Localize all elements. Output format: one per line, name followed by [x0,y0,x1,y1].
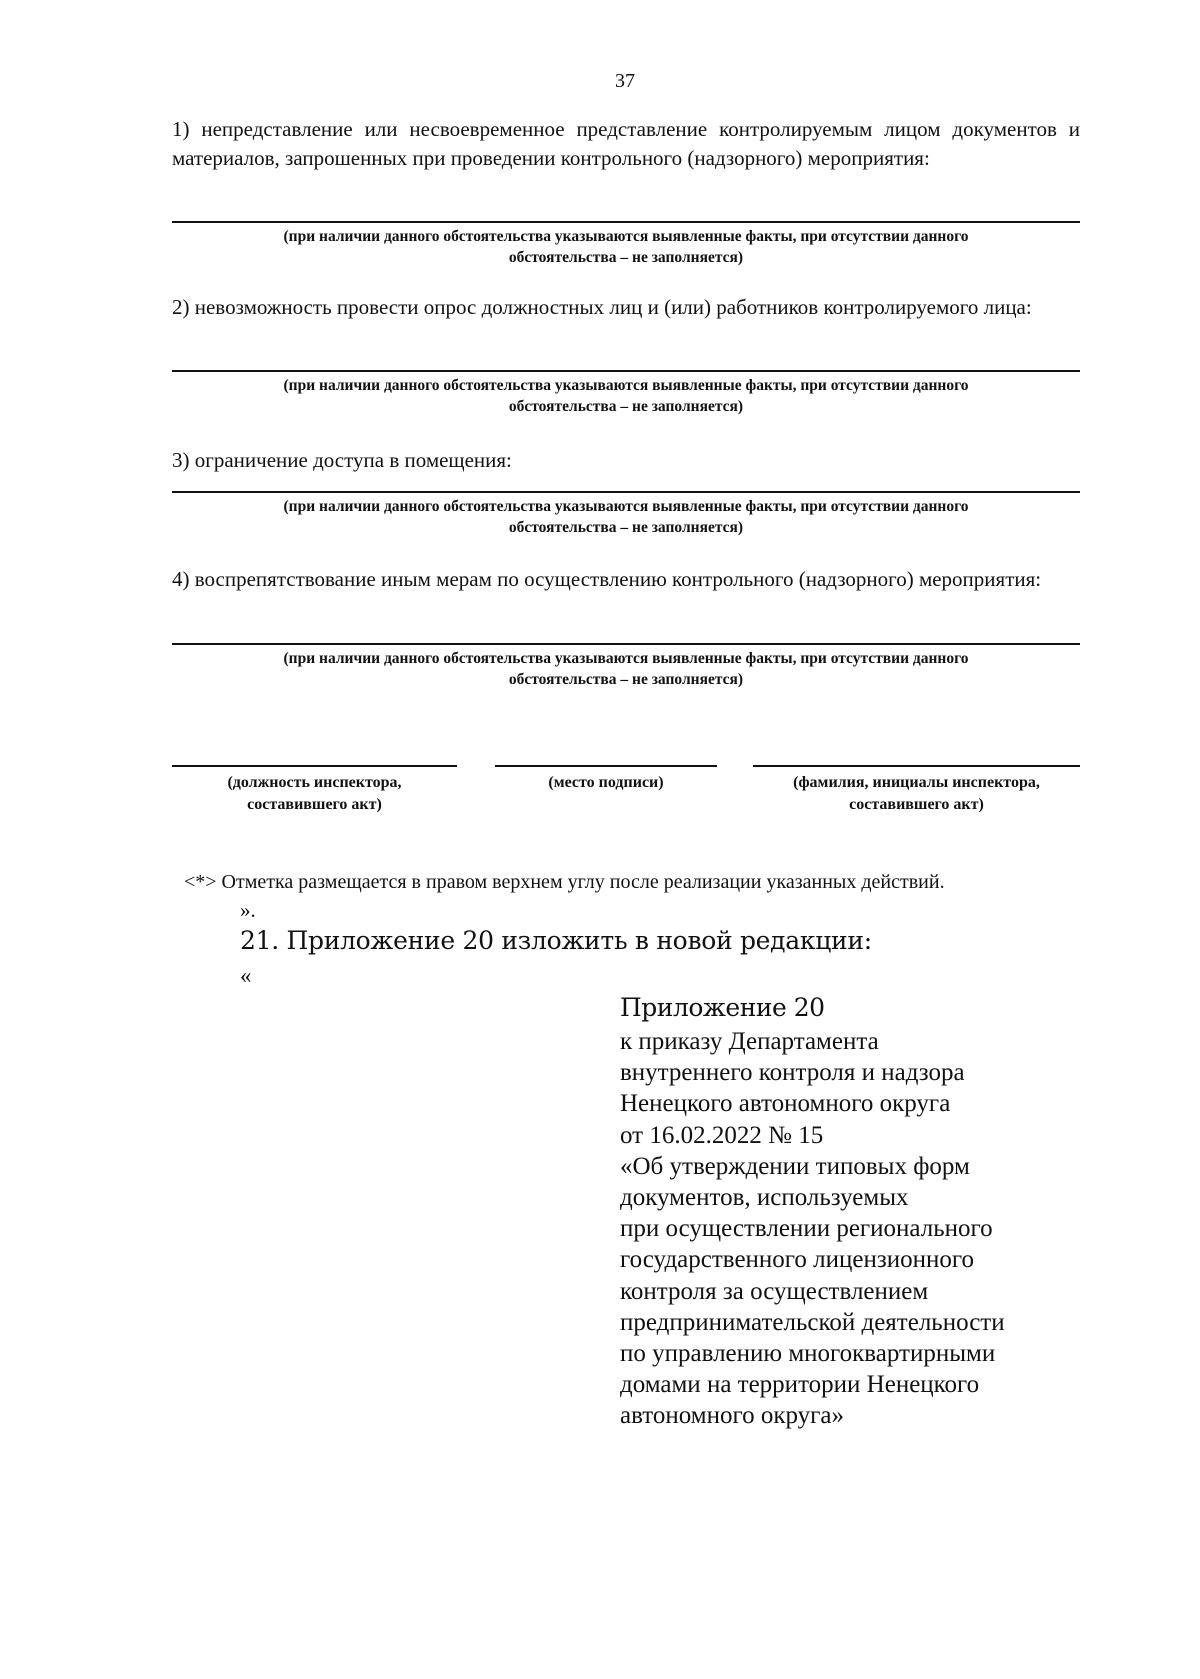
signature-position-caption [172,772,457,816]
name-caption-line-2: составившего акт) [849,796,984,813]
item-2-text: 2) невозможность провести опрос должностных лиц и (или) работников контролируемого лица: [172,295,1032,319]
signature-position-line [172,765,457,767]
item-1-fill-line [172,221,1080,223]
signature-place-caption: (место подписи) [548,774,664,791]
appendix-line: Ненецкого автономного округа [620,1090,951,1118]
item-2-caption [172,375,1080,417]
appendix-details [620,1026,1005,1432]
amendment-instruction: 21. Приложение 20 изложить в новой редакции: [240,926,872,955]
item-1-caption [172,226,1080,268]
appendix-line: автономного округа» [620,1402,845,1430]
appendix-line: по управлению многоквартирными [620,1340,996,1368]
item-4-fill-line [172,643,1080,645]
appendix-line: документов, используемых [620,1184,909,1212]
item-3-fill-line [172,491,1080,493]
caption-line-2: обстоятельства – не заполняется) [508,671,744,688]
signature-name-line [753,765,1080,767]
item-3-caption [172,496,1080,538]
appendix-line: домами на территории Ненецкого [620,1371,980,1399]
caption-line-1: (при наличии данного обстоятельства указываются выявленные факты, при отсутствии данного [283,650,969,667]
footnote: <*> Отметка размещается в правом верхнем углу после реализации указанных действий. [184,871,945,893]
caption-line-2: обстоятельства – не заполняется) [508,398,744,415]
appendix-line: контроля за осуществлением [620,1277,929,1305]
caption-line-1: (при наличии данного обстоятельства указываются выявленные факты, при отсутствии данного [283,228,969,245]
item-1-text: 1) непредставление или несвоевременное представление контролируемым лицом документов и материалов, запрошенных при проведении контрольного (надзорного) мероприятия: [172,117,1080,170]
appendix-line: от 16.02.2022 № 15 [620,1121,824,1149]
name-caption-line-1: (фамилия, инициалы инспектора, [793,774,1040,791]
item-3-text: 3) ограничение доступа в помещения: [172,448,512,472]
appendix-line: при осуществлении регионального [620,1215,993,1243]
appendix-line: внутреннего контроля и надзора [620,1059,965,1087]
item-4-text: 4) воспрепятствование иным мерам по осуществлению контрольного (надзорного) мероприятия: [172,567,1042,591]
signature-place-line [495,765,717,767]
appendix-line: государственного лицензионного [620,1246,975,1274]
position-caption-line-1: (должность инспектора, [227,774,402,791]
closing-quote: ». [240,898,256,922]
signature-name-caption [753,772,1080,816]
item-4-caption [172,648,1080,690]
appendix-line: к приказу Департамента [620,1028,879,1055]
appendix-title: Приложение 20 [620,993,825,1022]
appendix-line: предпринимательской деятельности [620,1308,1005,1336]
opening-quote: « [240,963,252,988]
item-2-fill-line [172,370,1080,372]
caption-line-2: обстоятельства – не заполняется) [508,249,744,266]
position-caption-line-2: составившего акт) [247,796,382,813]
caption-line-1: (при наличии данного обстоятельства указываются выявленные факты, при отсутствии данного [283,498,969,515]
page-number: 37 [615,70,635,92]
caption-line-1: (при наличии данного обстоятельства указываются выявленные факты, при отсутствии данного [283,377,969,394]
caption-line-2: обстоятельства – не заполняется) [508,519,744,536]
appendix-line: «Об утверждении типовых форм [620,1152,970,1180]
